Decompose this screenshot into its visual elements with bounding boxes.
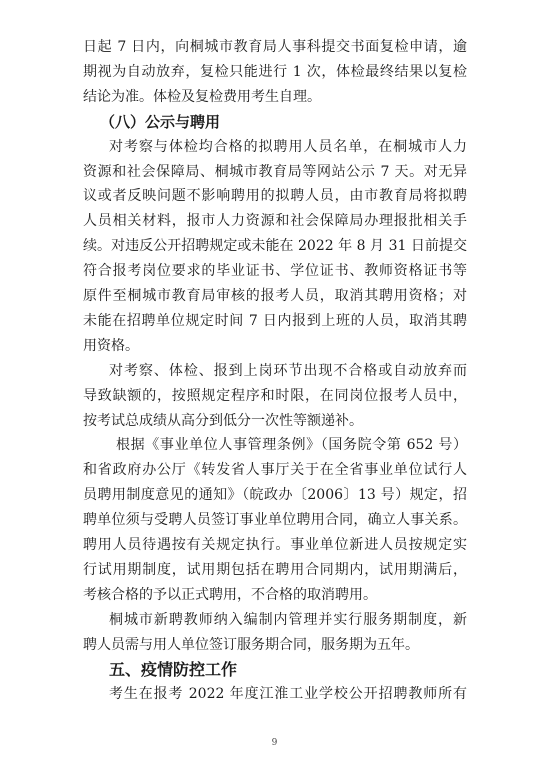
- text-line-content: 对考察与体检均合格的拟聘用人员名单，在桐城市人力: [109, 138, 467, 155]
- text-line-content: 考生在报考 2022 年度江淮工业学校公开招聘教师所有: [109, 686, 467, 703]
- page-number: 9: [271, 738, 278, 748]
- text-line-content: 根据《事业单位人事管理条例》（国务院令第 652 号）: [116, 437, 467, 454]
- text-line-content: 考核合格的予以正式聘用，不合格的取消聘用。: [83, 586, 377, 603]
- section-heading-text: 五、疫情防控工作: [109, 659, 238, 679]
- text-line-content: 员聘用制度意见的通知》（皖政办〔2006〕13 号）规定，招: [83, 487, 467, 504]
- text-line-content: 原件至桐城市教育局审核的报考人员，取消其聘用资格；对: [83, 288, 467, 304]
- text-line-content: 和省政府办公厅《转发省人事厅关于在全省事业单位试行人: [83, 462, 467, 479]
- text-line-content: 聘人员需与用人单位签订服务期合同，服务期为五年。: [83, 636, 419, 653]
- text-line-content: 用资格。: [83, 337, 139, 354]
- text-line-content: 日起 7 日内，向桐城市教育局人事科提交书面复检申请，逾: [83, 39, 467, 55]
- text-line-content: 议或者反映问题不影响聘用的拟聘人员，由市教育局将拟聘: [83, 188, 467, 205]
- text-line-content: 导致缺额的，按照规定程序和时限，在同岗位报考人员中，: [83, 387, 467, 404]
- text-line-content: 聘单位须与受聘人员签订事业单位聘用合同，确立人事关系。: [83, 512, 467, 529]
- text-line-content: 续。对违反公开招聘规定或未能在 2022 年 8 月 31 日前提交: [83, 238, 467, 255]
- text-line-content: 对考察、体检、报到上岗环节出现不合格或自动放弃而: [109, 362, 467, 379]
- subsection-heading-text: （八）公示与聘用: [100, 112, 221, 131]
- text-line-content: 行试用期制度，试用期包括在聘用合同期内，试用期满后，: [83, 561, 467, 578]
- text-line-content: 人员相关材料，报市人力资源和社会保障局办理报批相关手: [83, 213, 467, 230]
- text-line-content: 资源和社会保障局、桐城市教育局等网站公示 7 天。对无异: [83, 163, 467, 180]
- text-line-content: 按考试总成绩从高分到低分一次性等额递补。: [83, 412, 363, 429]
- text-line-content: 结论为准。体检及复检费用考生自理。: [83, 88, 321, 105]
- text-line-content: 符合报考岗位要求的毕业证书、学位证书、教师资格证书等: [83, 263, 467, 280]
- text-line-content: 未能在招聘单位规定时间 7 日内报到上班的人员，取消其聘: [83, 312, 467, 329]
- text-line-content: 桐城市新聘教师纳入编制内管理并实行服务期制度，新: [109, 611, 467, 628]
- text-line-content: 期视为自动放弃，复检只能进行 1 次，体检最终结果以复检: [83, 63, 467, 80]
- text-line-content: 聘用人员待遇按有关规定执行。事业单位新进人员按规定实: [83, 537, 467, 553]
